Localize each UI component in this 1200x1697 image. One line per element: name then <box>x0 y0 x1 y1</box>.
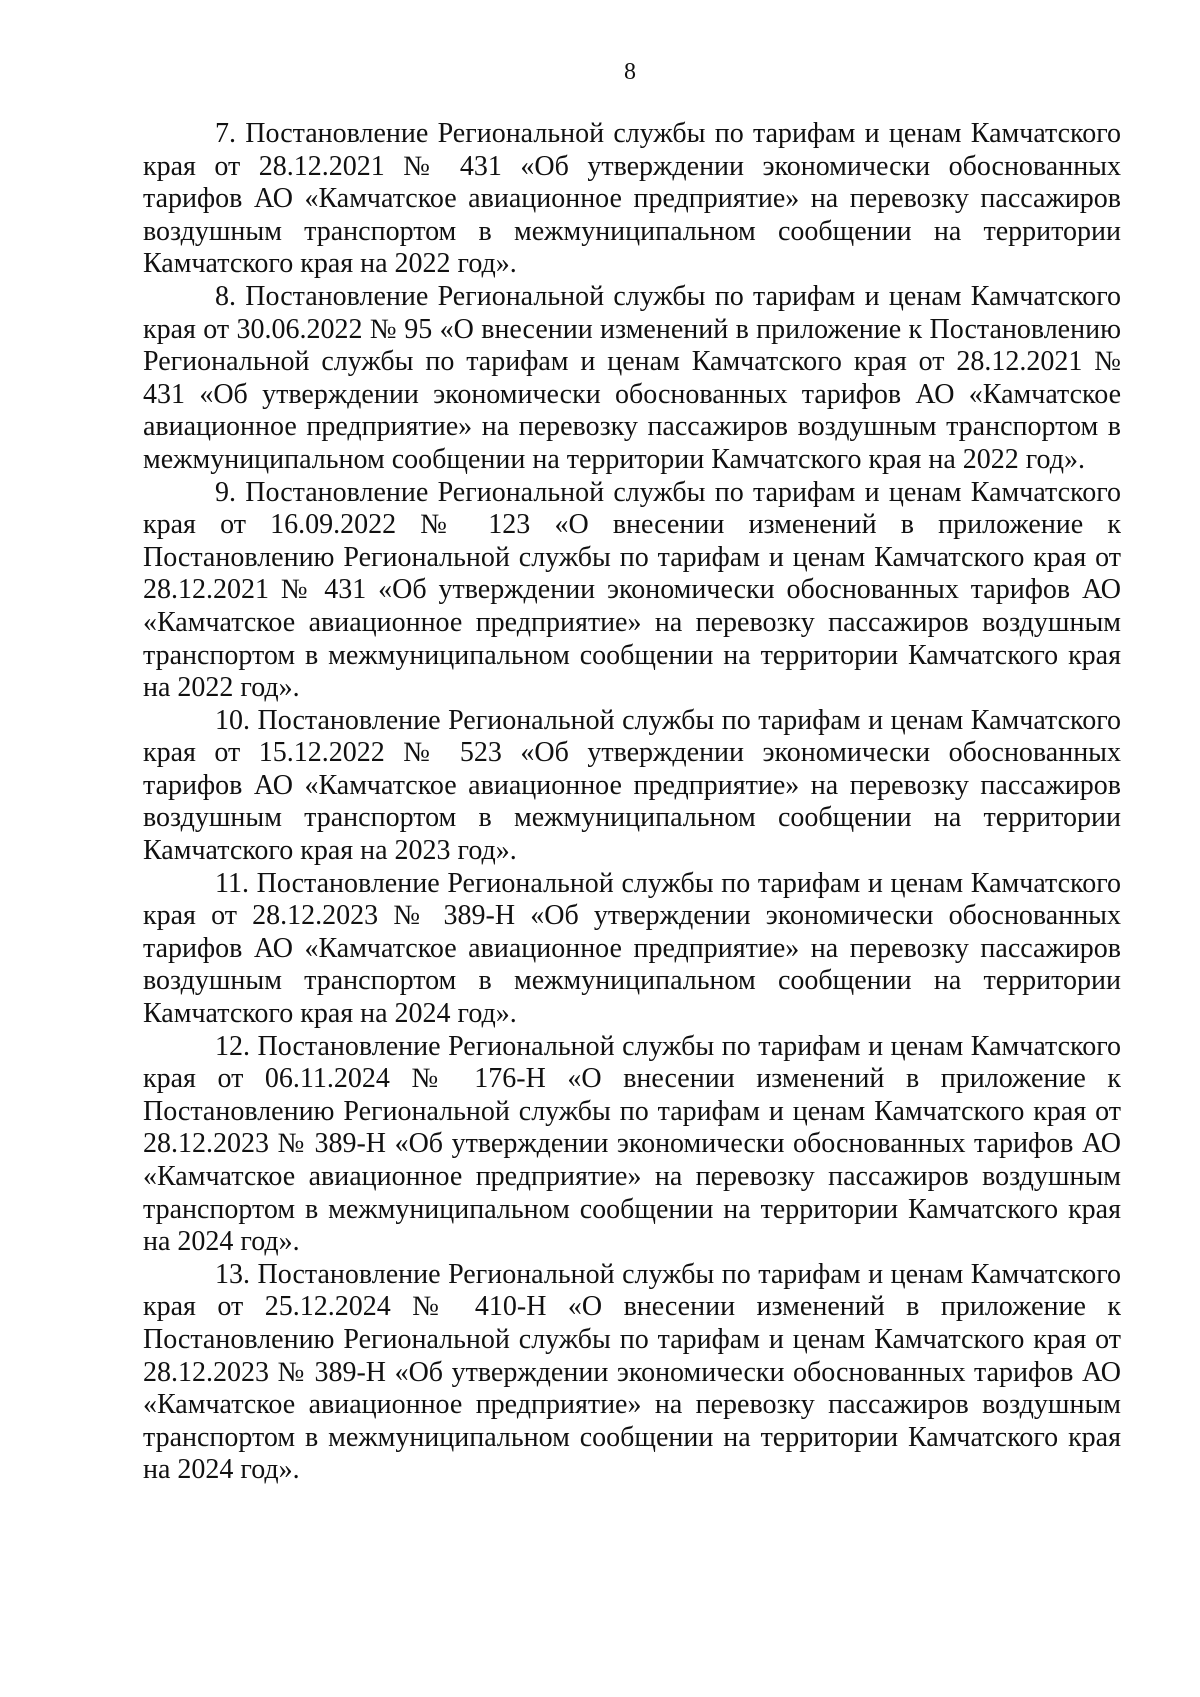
list-item-10: 10. Постановление Региональной службы по тарифам и ценам Камчатского края от 15.12.2022 № 523 «Об утверждении экономически обоснованных тарифов АО «Камчатское авиационное предприятие» на перевозку пассажиров воздушным транспортом в межмуниципальном сообщении на территории Камчатского края на 2023 год». <box>143 704 1121 867</box>
page-number: 8 <box>624 59 636 85</box>
list-item-8: 8. Постановление Региональной службы по тарифам и ценам Камчатского края от 30.06.2022 № 95 «О внесении изменений в приложение к Постановлению Региональной службы по тарифам и ценам Камчатского края от 28.12.2021 № 431 «Об утверждении экономически обоснованных тарифов АО «Камчатское авиационное предприятие» на перевозку пассажиров воздушным транспортом в межмуниципальном сообщении на территории Камчатского края на 2022 год». <box>143 280 1121 475</box>
list-item-11: 11. Постановление Региональной службы по тарифам и ценам Камчатского края от 28.12.2023 № 389-Н «Об утверждении экономически обоснованных тарифов АО «Камчатское авиационное предприятие» на перевозку пассажиров воздушным транспортом в межмуниципальном сообщении на территории Камчатского края на 2024 год». <box>143 867 1121 1030</box>
list-item-13: 13. Постановление Региональной службы по тарифам и ценам Камчатского края от 25.12.2024 № 410-Н «О внесении изменений в приложение к Постановлению Региональной службы по тарифам и ценам Камчатского края от 28.12.2023 № 389-Н «Об утверждении экономически обоснованных тарифов АО «Камчатское авиационное предприятие» на перевозку пассажиров воздушным транспортом в межмуниципальном сообщении на территории Камчатского края на 2024 год». <box>143 1258 1121 1486</box>
list-item-7: 7. Постановление Региональной службы по тарифам и ценам Камчатского края от 28.12.2021 № 431 «Об утверждении экономически обоснованных тарифов АО «Камчатское авиационное предприятие» на перевозку пассажиров воздушным транспортом в межмуниципальном сообщении на территории Камчатского края на 2022 год». <box>143 118 1121 280</box>
list-item-9: 9. Постановление Региональной службы по тарифам и ценам Камчатского края от 16.09.2022 № 123 «О внесении изменений в приложение к Постановлению Региональной службы по тарифам и ценам Камчатского края от 28.12.2021 № 431 «Об утверждении экономически обоснованных тарифов АО «Камчатское авиационное предприятие» на перевозку пассажиров воздушным транспортом в межмуниципальном сообщении на территории Камчатского края на 2022 год». <box>143 476 1121 704</box>
document-body <box>143 118 1121 1487</box>
list-item-12: 12. Постановление Региональной службы по тарифам и ценам Камчатского края от 06.11.2024 № 176-Н «О внесении изменений в приложение к Постановлению Региональной службы по тарифам и ценам Камчатского края от 28.12.2023 № 389-Н «Об утверждении экономически обоснованных тарифов АО «Камчатское авиационное предприятие» на перевозку пассажиров воздушным транспортом в межмуниципальном сообщении на территории Камчатского края на 2024 год». <box>143 1030 1121 1258</box>
